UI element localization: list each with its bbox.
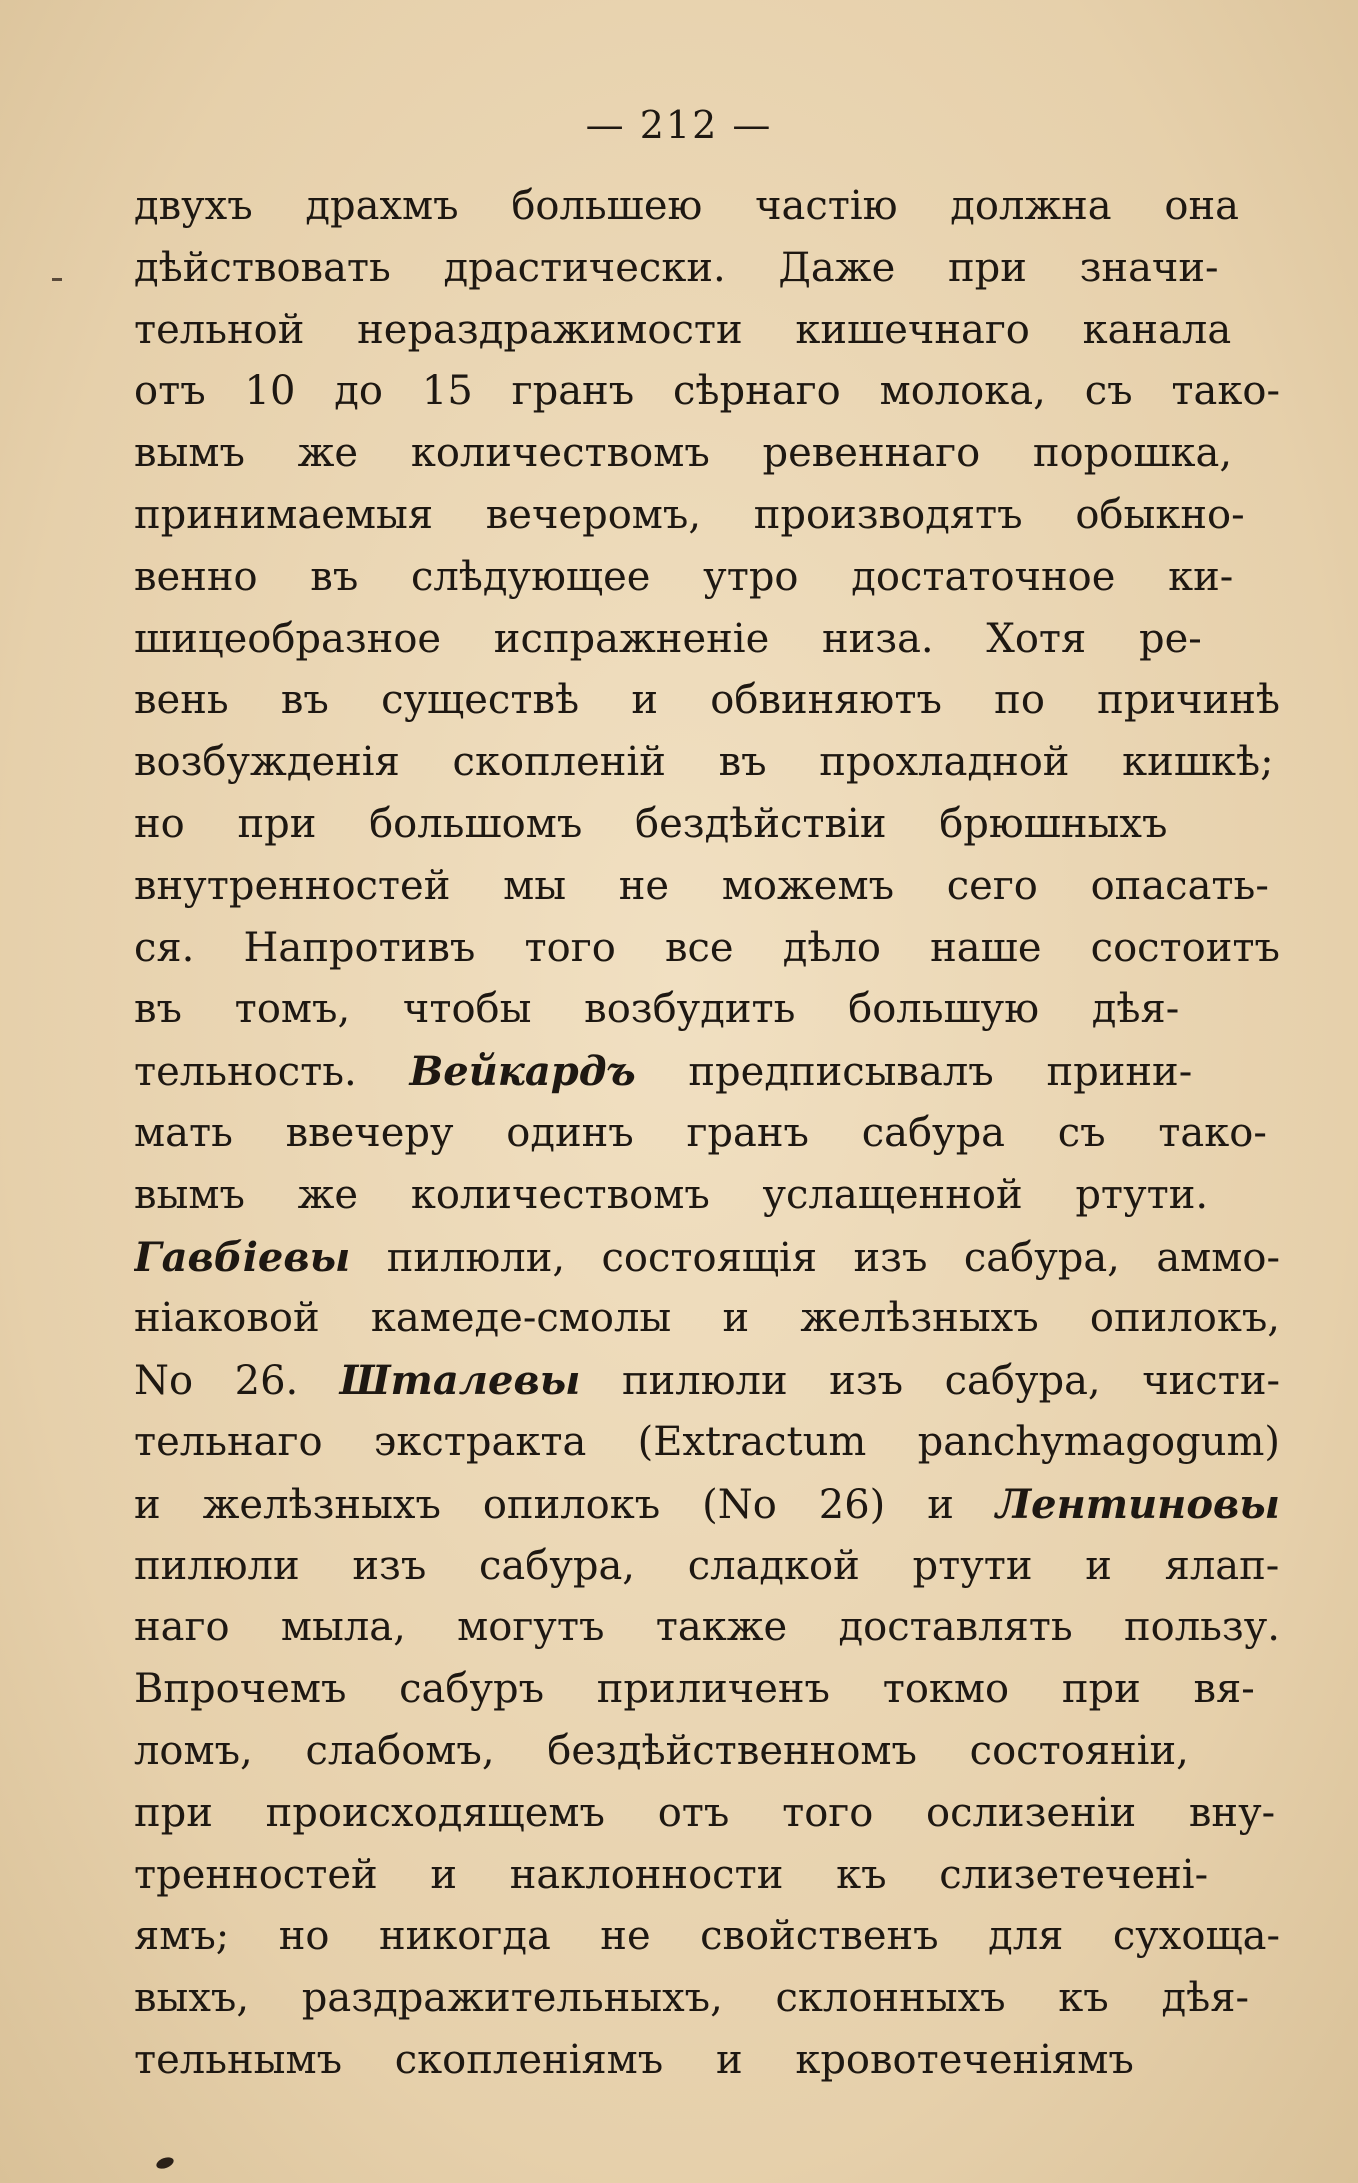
text-segment: вымъ же количествомъ услащенной ртути. [134,1171,1209,1218]
text-line [134,670,1280,732]
text-line [134,238,1280,300]
page-number: — 212 — [585,103,773,147]
text-line [134,1474,1280,1536]
text-segment: ся. Напротивъ того все дѣло наше состоитъ [134,924,1280,971]
text-line [134,423,1280,485]
text-segment: тельнымъ скопленіямъ и кровотеченіямъ [134,2036,1134,2083]
text-segment: отъ 10 до 15 гранъ сѣрнаго молока, съ тако- [134,368,1280,415]
text-line [134,361,1280,423]
text-line [134,2030,1280,2092]
text-line [134,732,1280,794]
text-line [134,1783,1280,1845]
text-segment: No 26. [134,1358,340,1405]
text-line [134,1412,1280,1474]
italic-name: Лентиновы [995,1480,1280,1528]
text-segment: при происходящемъ отъ того ослизеніи вну- [134,1789,1276,1836]
text-line [134,1288,1280,1350]
text-line [134,1845,1280,1907]
ink-stain [155,2155,175,2171]
text-segment: мать ввечеру одинъ гранъ сабура съ тако- [134,1109,1267,1156]
text-line [134,1597,1280,1659]
text-segment: принимаемыя вечеромъ, производятъ обыкно- [134,491,1245,538]
italic-name: Шталевы [339,1357,581,1405]
text-line [134,1659,1280,1721]
text-segment: ямъ; но никогда не свойственъ для сухоща- [134,1913,1280,1960]
text-segment: вымъ же количествомъ ревеннаго порошка, [134,430,1233,477]
text-segment: пилюли изъ сабура, чисти- [580,1358,1280,1405]
text-line [134,979,1280,1041]
text-segment: внутренностей мы не можемъ сего опасать- [134,862,1269,909]
text-line [134,300,1280,362]
text-line [134,547,1280,609]
text-segment: тренностей и наклонности къ слизетечені- [134,1851,1209,1898]
text-line [134,609,1280,671]
text-segment: двухъ драхмъ большею частію должна она [134,183,1239,229]
text-segment: шицеобразное испражненіе низа. Хотя ре- [134,615,1202,662]
text-line [134,176,1280,238]
text-segment: выхъ, раздражительныхъ, склонныхъ къ дѣя- [134,1975,1249,2022]
text-segment: пилюли изъ сабура, сладкой ртути и ялап- [134,1542,1280,1589]
text-line [134,918,1280,980]
text-segment: пилюли, состоящія изъ сабура, аммо- [350,1234,1280,1281]
text-segment: вень въ существѣ и обвиняютъ по причинѣ [134,677,1280,724]
margin-mark [52,278,62,281]
text-line [134,1350,1280,1412]
text-line [134,1536,1280,1598]
text-line [134,1041,1280,1103]
text-segment: Впрочемъ сабуръ приличенъ токмо при вя- [134,1666,1255,1713]
text-line [134,1968,1280,2030]
text-segment: венно въ слѣдующее утро достаточное ки- [134,553,1234,600]
text-line [134,1165,1280,1227]
text-line [134,1103,1280,1165]
text-segment: тельность. [134,1049,410,1096]
text-line [134,1227,1280,1289]
text-segment: ніаковой камеде-смолы и желѣзныхъ опилокъ, [134,1295,1280,1342]
text-segment: наго мыла, могутъ также доставлять пользу. [134,1604,1280,1651]
text-line [134,856,1280,918]
italic-name: Вейкардъ [409,1048,636,1096]
italic-name: Гавбіевы [134,1233,351,1281]
text-segment: и желѣзныхъ опилокъ (No 26) и [134,1481,996,1528]
text-segment: предписывалъ прини- [635,1049,1193,1096]
text-line [134,1906,1280,1968]
text-segment: дѣйствовать драстически. Даже при значи- [134,244,1219,291]
text-segment: возбужденія скопленій въ прохладной кишкѣ; [134,739,1274,786]
text-line [134,794,1280,856]
text-segment: тельнаго экстракта (Extractum panchymagogum) [134,1418,1280,1465]
text-line [134,485,1280,547]
text-segment: тельной нераздражимости кишечнаго канала [134,306,1232,353]
text-segment: ломъ, слабомъ, бездѣйственномъ состояніи, [134,1727,1189,1774]
text-line [134,1721,1280,1783]
text-segment: но при большомъ бездѣйствіи брюшныхъ [134,800,1168,847]
body-text [134,176,1280,2092]
text-segment: въ томъ, чтобы возбудить большую дѣя- [134,986,1180,1033]
